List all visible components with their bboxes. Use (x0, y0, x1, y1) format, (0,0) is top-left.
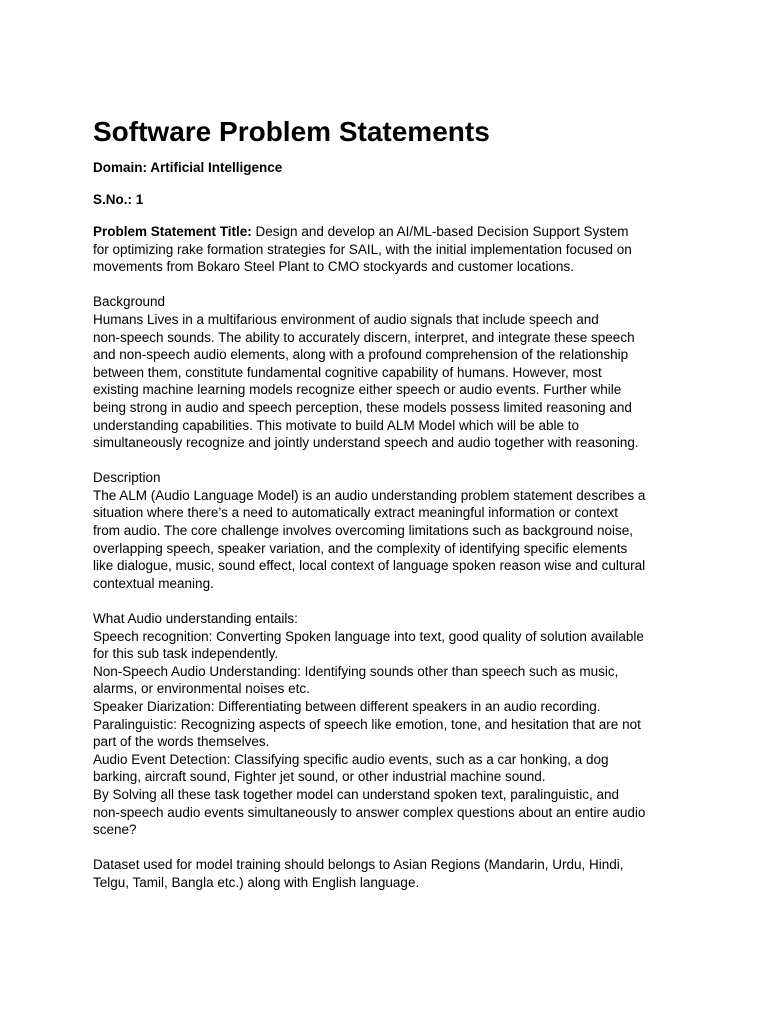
description-line: The ALM (Audio Language Model) is an audio understanding problem statement describes a (93, 487, 646, 503)
problem-statement-label: Problem Statement Title: (93, 223, 252, 239)
problem-statement-line: movements from Bokaro Steel Plant to CMO stockyards and customer locations. (93, 259, 574, 275)
background-line: simultaneously recognize and jointly understand speech and audio together with reasoning. (93, 435, 639, 451)
entails-section (93, 610, 685, 839)
background-line: non-speech sounds. The ability to accurately discern, interpret, and integrate these speech (93, 329, 635, 345)
description-heading: Description (93, 470, 161, 486)
background-line: being strong in audio and speech perception, these models possess limited reasoning and (93, 399, 632, 415)
background-line: understanding capabilities. This motivate to build ALM Model which will be able to (93, 417, 580, 433)
entails-line: for this sub task independently. (93, 646, 279, 662)
entails-line: Speech recognition: Converting Spoken language into text, good quality of solution available (93, 628, 644, 644)
entails-line: alarms, or environmental noises etc. (93, 681, 310, 697)
dataset-line: Telgu, Tamil, Bangla etc.) along with English language. (93, 874, 420, 890)
description-line: like dialogue, music, sound effect, local context of language spoken reason wise and cultural (93, 558, 646, 574)
entails-line: Paralinguistic: Recognizing aspects of speech like emotion, tone, and hesitation that are not (93, 716, 641, 732)
entails-line: barking, aircraft sound, Fighter jet sound, or other industrial machine sound. (93, 769, 546, 785)
description-line: contextual meaning. (93, 575, 214, 591)
page-title: Software Problem Statements (93, 116, 490, 147)
dataset-line: Dataset used for model training should belongs to Asian Regions (Mandarin, Urdu, Hindi, (93, 857, 624, 873)
background-line: existing machine learning models recognize either speech or audio events. Further while (93, 382, 622, 398)
background-section (93, 293, 685, 451)
serial-number: S.No.: 1 (93, 191, 144, 207)
entails-line: scene? (93, 822, 137, 838)
entails-line: Non-Speech Audio Understanding: Identifying sounds other than speech such as music, (93, 663, 619, 679)
description-section (93, 469, 685, 592)
entails-heading: What Audio understanding entails: (93, 611, 298, 627)
entails-line: Speaker Diarization: Differentiating between different speakers in an audio recording. (93, 699, 601, 714)
background-line: Humans Lives in a multifarious environment of audio signals that include speech and (93, 311, 599, 327)
description-line: from audio. The core challenge involves overcoming limitations such as background noise, (93, 523, 634, 539)
document-page (93, 114, 685, 892)
entails-line: By Solving all these task together model can understand spoken text, paralinguistic, and (93, 786, 620, 802)
dataset-section (93, 856, 685, 891)
entails-line: part of the words themselves. (93, 734, 270, 750)
problem-statement-text: Design and develop an AI/ML-based Decision Support System (251, 223, 629, 239)
problem-statement (93, 223, 685, 276)
problem-statement-line: for optimizing rake formation strategies for SAIL, with the initial implementation focused on (93, 241, 632, 257)
background-heading: Background (93, 294, 166, 310)
entails-line: Audio Event Detection: Classifying specific audio events, such as a car honking, a dog (93, 751, 609, 767)
description-line: overlapping speech, speaker variation, and the complexity of identifying specific elements (93, 540, 628, 556)
description-line: situation where there’s a need to automatically extract meaningful information or context (93, 505, 619, 521)
background-line: between them, constitute fundamental cognitive capability of humans. However, most (93, 364, 602, 380)
entails-line: non-speech audio events simultaneously to answer complex questions about an entire audio (93, 804, 646, 820)
background-line: and non-speech audio elements, along with a profound comprehension of the relationship (93, 347, 629, 363)
domain-label: Domain: Artificial Intelligence (93, 160, 283, 175)
